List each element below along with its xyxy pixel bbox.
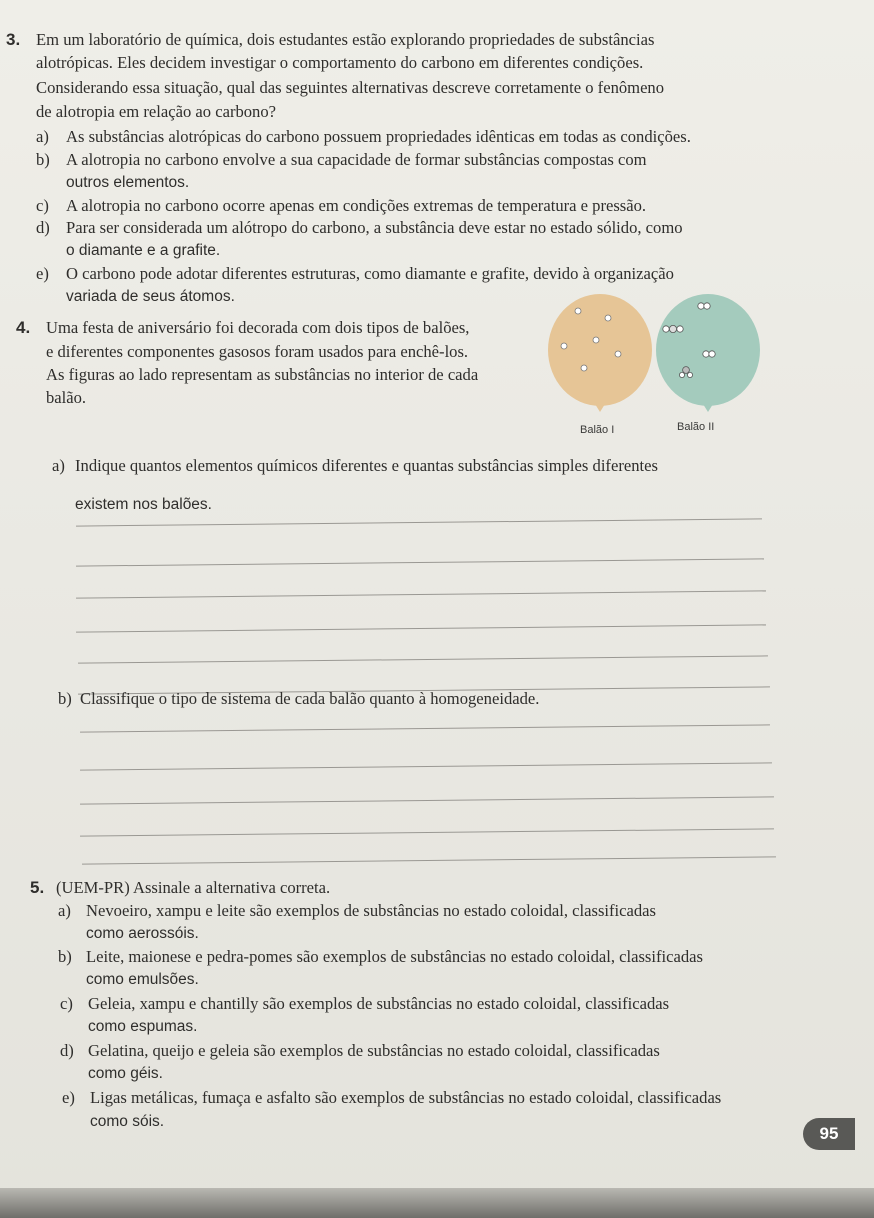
balloon-2-label: Balão II bbox=[677, 421, 715, 433]
question-text-line: e diferentes componentes gasosos foram usados para enchê-los. bbox=[46, 342, 469, 361]
molecule-atom bbox=[703, 351, 709, 357]
molecule-dot bbox=[561, 343, 567, 349]
answer-line bbox=[76, 624, 766, 632]
option-letter: d) bbox=[36, 218, 50, 237]
option-text: variada de seus átomos. bbox=[66, 288, 235, 305]
molecule-dot bbox=[581, 365, 587, 371]
question-number: 4. bbox=[16, 318, 31, 337]
answer-line bbox=[80, 796, 774, 804]
page-number: 95 bbox=[803, 1118, 855, 1150]
molecule-atom bbox=[683, 367, 690, 374]
molecule-atom bbox=[679, 372, 684, 377]
option-letter: b) bbox=[58, 947, 72, 966]
answer-line bbox=[76, 590, 766, 598]
option-text: como géis. bbox=[88, 1065, 163, 1082]
molecule-atom bbox=[709, 351, 715, 357]
molecule-dot bbox=[575, 308, 581, 314]
balloon-1-label: Balão I bbox=[580, 424, 615, 436]
question-text-line: de alotropia em relação ao carbono? bbox=[36, 102, 277, 121]
balloon-2-knot bbox=[703, 404, 713, 412]
question-text-line: As figuras ao lado representam as substâncias no interior de cada bbox=[46, 365, 479, 384]
part-letter: b) bbox=[58, 689, 72, 708]
part-letter: a) bbox=[52, 456, 65, 475]
answer-line bbox=[80, 762, 772, 770]
molecule-atom bbox=[677, 326, 683, 332]
option-letter: d) bbox=[60, 1041, 74, 1060]
question-text-line: balão. bbox=[46, 388, 87, 407]
balloon-2 bbox=[656, 294, 760, 412]
molecule-atom bbox=[687, 372, 692, 377]
option-text: como espumas. bbox=[88, 1018, 198, 1035]
molecule-dot bbox=[593, 337, 599, 343]
molecule-atom bbox=[698, 303, 704, 309]
answer-line bbox=[80, 828, 774, 836]
part-b-text: Classifique o tipo de sistema de cada balão quanto à homogeneidade. bbox=[80, 689, 540, 708]
option-text: A alotropia no carbono ocorre apenas em condições extremas de temperatura e pressão. bbox=[66, 196, 647, 215]
molecule-atom bbox=[669, 325, 676, 332]
part-a-text: existem nos balões. bbox=[75, 496, 212, 513]
option-letter: a) bbox=[36, 127, 49, 146]
balloon-1-body bbox=[548, 294, 652, 406]
question-text-line: Em um laboratório de química, dois estudantes estão explorando propriedades de substâncias bbox=[36, 30, 655, 49]
question-number: 3. bbox=[6, 30, 21, 49]
option-letter: e) bbox=[36, 264, 49, 283]
molecule-dot bbox=[615, 351, 621, 357]
option-letter: b) bbox=[36, 150, 50, 169]
option-text: As substâncias alotrópicas do carbono possuem propriedades idênticas em todas as condições. bbox=[66, 127, 691, 146]
question-text-line: Considerando essa situação, qual das seguintes alternativas descreve corretamente o fenômeno bbox=[36, 78, 665, 97]
question-number: 5. bbox=[30, 878, 45, 897]
balloon-2-body bbox=[656, 294, 760, 406]
option-text: Gelatina, queijo e geleia são exemplos de substâncias no estado coloidal, classificadas bbox=[88, 1041, 660, 1060]
option-text: o diamante e a grafite. bbox=[66, 242, 221, 259]
option-letter: a) bbox=[58, 901, 71, 920]
option-letter: c) bbox=[60, 994, 73, 1013]
option-text: outros elementos. bbox=[66, 174, 190, 191]
question-text-line: Uma festa de aniversário foi decorada com dois tipos de balões, bbox=[46, 318, 470, 337]
option-text: Ligas metálicas, fumaça e asfalto são exemplos de substâncias no estado coloidal, classificadas bbox=[90, 1088, 722, 1107]
option-text: Geleia, xampu e chantilly são exemplos de substâncias no estado coloidal, classificadas bbox=[88, 994, 670, 1013]
option-text: Para ser considerada um alótropo do carbono, a substância deve estar no estado sólido, como bbox=[66, 218, 683, 237]
option-text: como aerossóis. bbox=[86, 925, 199, 942]
answer-line bbox=[76, 558, 764, 566]
option-letter: e) bbox=[62, 1088, 75, 1107]
option-text: Nevoeiro, xampu e leite são exemplos de substâncias no estado coloidal, classificadas bbox=[86, 901, 657, 920]
answer-line bbox=[78, 655, 768, 663]
balloon-1 bbox=[548, 294, 652, 412]
balloon-1-knot bbox=[595, 404, 605, 412]
question-source: (UEM-PR) Assinale a alternativa correta. bbox=[56, 878, 331, 897]
part-a-text: Indique quantos elementos químicos diferentes e quantas substâncias simples diferentes bbox=[75, 456, 658, 475]
page-edge-shadow bbox=[0, 1188, 874, 1218]
balloons-illustration bbox=[540, 288, 770, 448]
option-letter: c) bbox=[36, 196, 49, 215]
answer-line bbox=[80, 724, 770, 732]
molecule-dot bbox=[605, 315, 611, 321]
answer-line bbox=[82, 856, 776, 864]
molecule-atom bbox=[663, 326, 669, 332]
answer-line bbox=[76, 518, 762, 526]
option-text: Leite, maionese e pedra-pomes são exemplos de substâncias no estado coloidal, classificadas bbox=[86, 947, 703, 966]
question-text-line: alotrópicas. Eles decidem investigar o comportamento do carbono em diferentes condições. bbox=[36, 53, 644, 72]
option-text: como sóis. bbox=[90, 1113, 165, 1130]
molecule-atom bbox=[704, 303, 710, 309]
option-text: A alotropia no carbono envolve a sua capacidade de formar substâncias compostas com bbox=[66, 150, 647, 169]
option-text: como emulsões. bbox=[86, 971, 199, 988]
option-text: O carbono pode adotar diferentes estruturas, como diamante e grafite, devido à organização bbox=[66, 264, 674, 283]
